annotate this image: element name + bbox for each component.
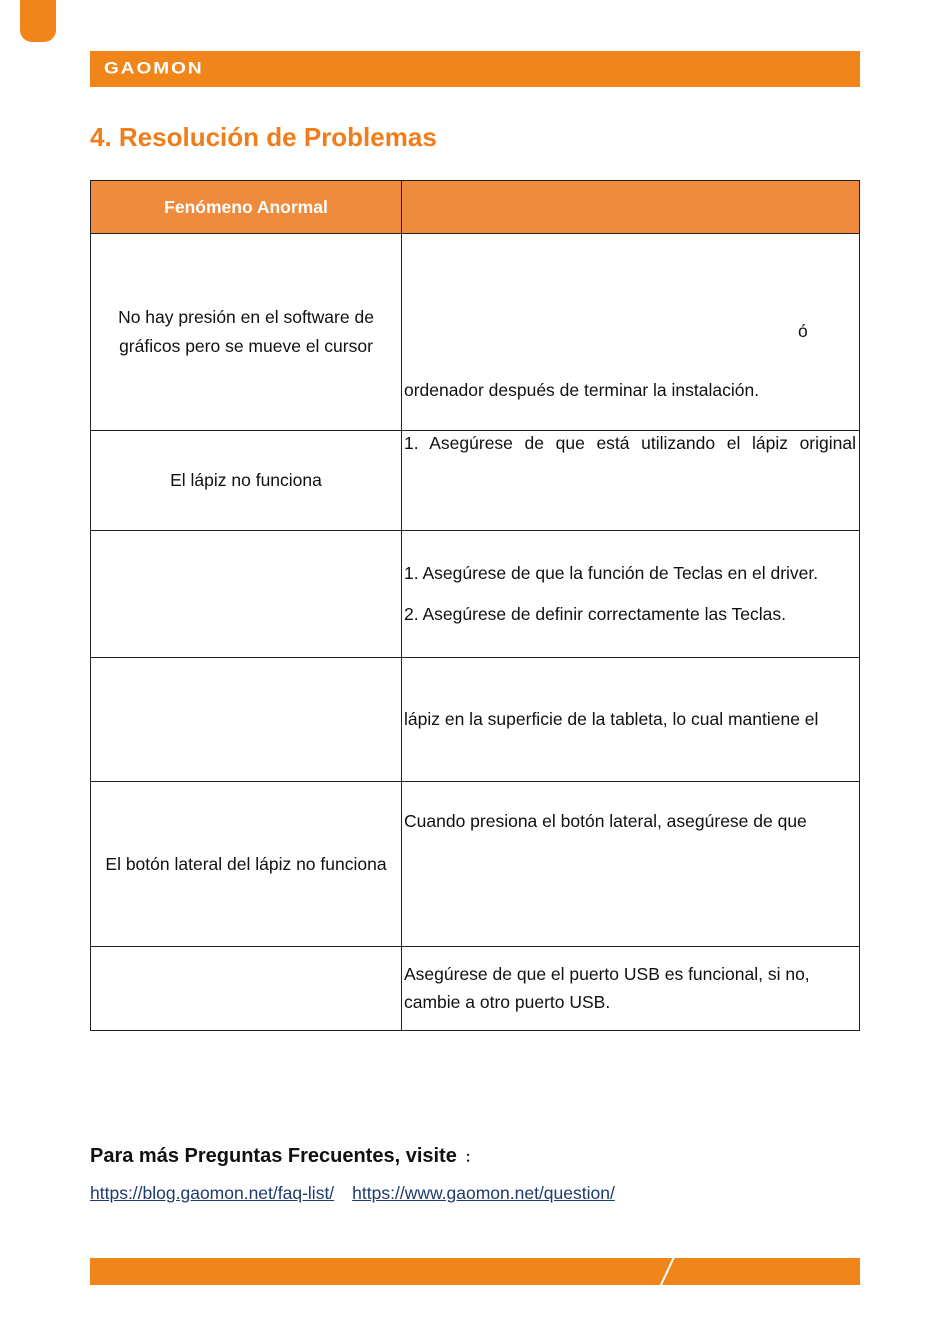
solution-line: lápiz en la superficie de la tableta, lo cual mantiene el	[404, 709, 819, 729]
solution-cell	[402, 782, 860, 947]
solution-line: Cuando presiona el botón lateral, asegúrese de que	[404, 811, 807, 831]
faq-heading-colon: ：	[464, 1149, 479, 1165]
solution-line: 2. Asegúrese de definir correctamente las Teclas.	[404, 604, 786, 624]
solution-line: Asegúrese de que el puerto USB es funcional, si no,	[404, 964, 810, 984]
header-bar	[90, 51, 860, 87]
table-row	[91, 947, 860, 1031]
brand-logo: GAOMON	[104, 59, 204, 78]
solution-cell	[402, 531, 860, 658]
solution-cell	[402, 431, 860, 531]
faq-list-link[interactable]: https://blog.gaomon.net/faq-list/	[90, 1183, 335, 1203]
table-row	[91, 431, 860, 531]
phenomenon-cell	[91, 658, 402, 782]
solution-cell	[402, 658, 860, 782]
phenomenon-cell	[91, 531, 402, 658]
header-solution	[402, 181, 860, 234]
solution-line: ó	[798, 321, 808, 341]
phenomenon-cell	[91, 947, 402, 1031]
faq-links	[90, 1183, 615, 1204]
solution-line: 1. Asegúrese de que está utilizando el lápiz original	[404, 433, 856, 453]
troubleshooting-table	[90, 180, 860, 1031]
solution-cell	[402, 234, 860, 431]
header-phenomenon: Fenómeno Anormal	[91, 181, 402, 234]
phenomenon-cell: El botón lateral del lápiz no funciona	[91, 782, 402, 947]
table-row	[91, 531, 860, 658]
page-title: 4. Resolución de Problemas	[90, 122, 437, 152]
footer-bar	[90, 1258, 860, 1285]
table-header-row	[91, 181, 860, 234]
phenomenon-cell: No hay presión en el software de gráficos pero se mueve el cursor	[91, 234, 402, 431]
phenomenon-cell: El lápiz no funciona	[91, 431, 402, 531]
table-row	[91, 782, 860, 947]
solution-line: ordenador después de terminar la instalación.	[404, 380, 760, 400]
faq-heading-text: Para más Preguntas Frecuentes, visite	[90, 1145, 457, 1167]
faq-heading	[90, 1145, 479, 1168]
solution-line: cambie a otro puerto USB.	[404, 992, 611, 1012]
footer-slash-decoration	[658, 1258, 675, 1285]
table-row	[91, 234, 860, 431]
table-row	[91, 658, 860, 782]
question-link[interactable]: https://www.gaomon.net/question/	[352, 1183, 615, 1203]
solution-line: 1. Asegúrese de que la función de Teclas en el driver.	[404, 563, 819, 583]
corner-tab-decoration	[20, 0, 56, 42]
solution-cell	[402, 947, 860, 1031]
